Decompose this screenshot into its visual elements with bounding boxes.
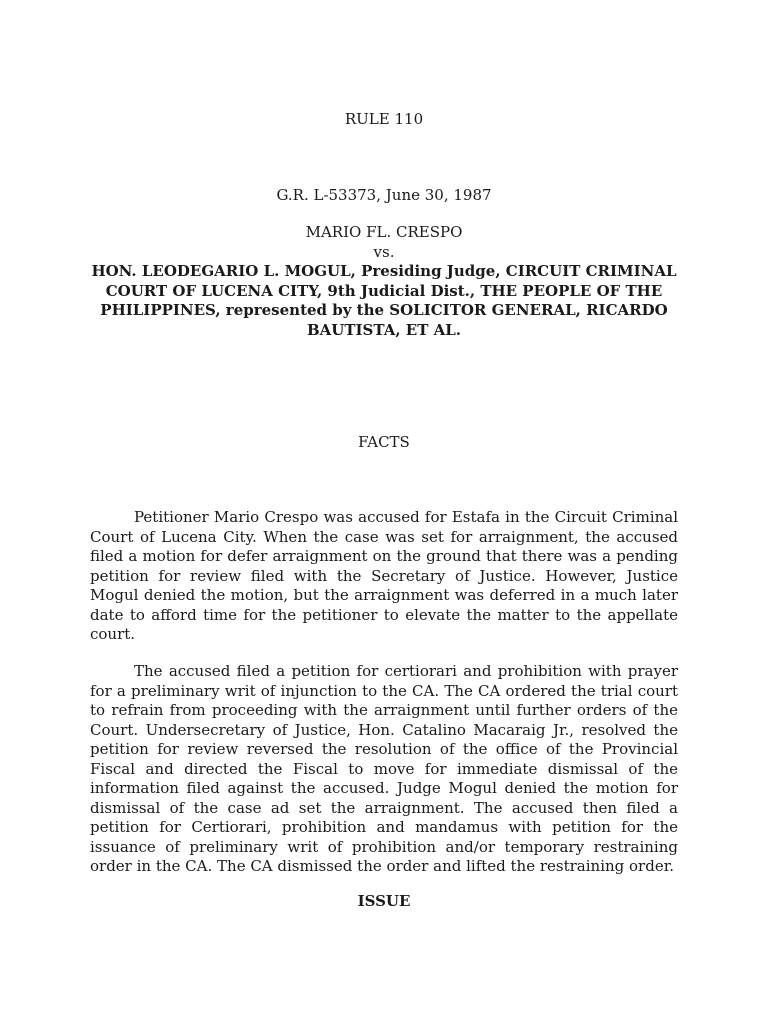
facts-heading: FACTS <box>358 433 410 451</box>
rule-title: RULE 110 <box>344 110 424 128</box>
versus-label: vs. <box>373 242 395 261</box>
case-number: G.R. L-53373, June 30, 1987 <box>276 186 492 204</box>
facts-paragraph: The accused filed a petition for certiorari and prohibition with prayer for a preliminary writ of injunction to the CA. The CA ordered the trial court to refrain from proceeding with the arraignment until further orders of the Court. Undersecretary of Justice, Hon. Catalino Macaraig Jr., resolved the petition for review reversed the resolution of the office of the Provincial Fiscal and directed the Fiscal to move for immediate dismissal of the information filed against the accused. Judge Mogul denied the motion for dismissal of the case ad set the arraignment. The accused then filed a petition for Certiorari, prohibition and mandamus with petition for the issuance of preliminary writ of prohibition and/or temporary restraining order in the CA. The CA dismissed the order and lifted the restraining order. <box>90 662 678 875</box>
petitioner-name: MARIO FL. CRESPO <box>305 223 463 241</box>
case-parties <box>90 223 678 340</box>
facts-paragraph: Petitioner Mario Crespo was accused for Estafa in the Circuit Criminal Court of Lucena City. When the case was set for arraignment, the accused filed a motion for defer arraignment on the ground that there was a pending petition for review filed with the Secretary of Justice. However, Justice Mogul denied the motion, but the arraignment was deferred in a much later date to afford time for the petitioner to elevate the matter to the appellate court. <box>90 508 678 643</box>
respondents-names: HON. LEODEGARIO L. MOGUL, Presiding Judge, CIRCUIT CRIMINAL COURT OF LUCENA CITY, 9th Judicial Dist., THE PEOPLE OF THE PHILIPPINES, represented by the SOLICITOR GENERAL, RICARDO BAUTISTA, ET AL. <box>91 262 677 339</box>
issue-heading: ISSUE <box>357 892 411 910</box>
